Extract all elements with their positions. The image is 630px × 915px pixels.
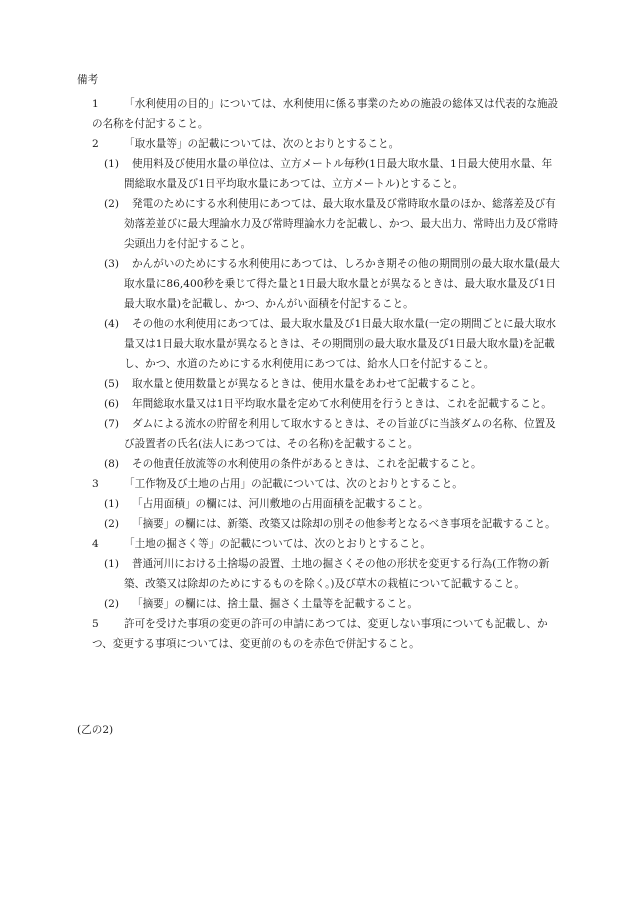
item-text: 許可を受けた事項の変更の許可の申請にあつては、変更しない事項についても記載し、かつ、変更する事項については、変更前のものを赤色で併記すること。 <box>92 618 548 650</box>
item-text: 「占用面積」の欄には、河川敷地の占用面積を記載すること。 <box>132 498 429 510</box>
item-text: その他の水利使用にあつては、最大取水量及び1日最大取水量(一定の期間ごとに最大取水量又は1日最大取水量が異なるときは、その期間別の最大取水量及び1日最大取水量)を記載し、かつ、水道のためにする水利使用にあつては、給水人口を付記すること。 <box>124 318 557 370</box>
item-number: (4) <box>104 318 120 330</box>
note-subitem <box>0 594 630 614</box>
notes-heading: 備考 <box>77 74 99 86</box>
item-text: かんがいのためにする水利使用にあつては、しろかき期その他の期間別の最大取水量(最大取水量に86,400秒を乗じて得た量と1日最大取水量とが異なるときは、最大取水量及び1日最大取水量)を記載し、かつ、かんがい面積を付記すること。 <box>124 258 560 310</box>
note-subitem <box>0 154 630 194</box>
item-number: (1) <box>104 158 120 170</box>
item-number: (5) <box>104 378 120 390</box>
note-subitem <box>0 454 630 474</box>
item-number: (6) <box>104 398 120 410</box>
note-subitem <box>0 374 630 394</box>
item-text: 使用料及び使用水量の単位は、立方メートル毎秒(1日最大取水量、1日最大使用水量、年間総取水量及び1日平均取水量にあつては、立方メートル)とすること。 <box>124 158 553 190</box>
item-text: 「水利使用の目的」については、水利使用に係る事業のための施設の総体又は代表的な施設の名称を付記すること。 <box>92 98 559 130</box>
item-number: (1) <box>104 498 120 510</box>
item-number: (2) <box>104 518 120 530</box>
item-text-block <box>124 154 562 194</box>
note-item <box>0 474 630 494</box>
item-number: 4 <box>92 538 99 550</box>
item-text-block <box>92 534 562 554</box>
item-text: 「取水量等」の記載については、次のとおりとすること。 <box>124 138 400 150</box>
item-text: 「工作物及び土地の占用」の記載については、次のとおりとすること。 <box>124 478 463 490</box>
item-number: (8) <box>104 458 120 470</box>
item-text-block <box>124 594 562 614</box>
note-subitem <box>0 554 630 594</box>
item-text-block <box>124 514 562 534</box>
note-item <box>0 94 630 134</box>
note-item <box>0 534 630 554</box>
note-subitem <box>0 194 630 254</box>
item-number: (3) <box>104 258 120 270</box>
item-text-block <box>92 134 562 154</box>
item-number: 1 <box>92 98 99 110</box>
item-text: 「摘要」の欄には、新築、改築又は除却の別その他参考となるべき事項を記載すること。 <box>132 518 556 530</box>
note-item <box>0 614 630 654</box>
item-number: 5 <box>92 618 99 630</box>
item-text-block <box>124 554 562 594</box>
note-subitem <box>0 494 630 514</box>
note-subitem <box>0 254 630 314</box>
item-text-block <box>92 614 562 654</box>
item-text: ダムによる流水の貯留を利用して取水するときは、その旨並びに当該ダムの名称、位置及び設置者の氏名(法人にあつては、その名称)を記載すること。 <box>124 418 556 450</box>
item-text-block <box>124 254 562 314</box>
note-subitem <box>0 414 630 454</box>
item-text: 普通河川における土捨場の設置、土地の掘さくその他の形状を変更する行為(工作物の新築、改築又は除却のためにするものを除く。)及び草木の栽植について記載すること。 <box>124 558 550 590</box>
item-text-block <box>124 194 562 254</box>
item-number: 3 <box>92 478 99 490</box>
item-text-block <box>92 94 562 134</box>
item-number: (7) <box>104 418 120 430</box>
item-number: (2) <box>104 198 120 210</box>
item-number: (1) <box>104 558 120 570</box>
item-number: (2) <box>104 598 120 610</box>
item-text-block <box>124 414 562 454</box>
item-text: 発電のためにする水利使用にあつては、最大取水量及び常時取水量のほか、総落差及び有効落差並びに最大理論水力及び常時理論水力を記載し、かつ、最大出力、常時出力及び常時尖頭出力を付記すること。 <box>124 198 558 250</box>
item-text-block <box>124 314 562 374</box>
item-text-block <box>124 374 562 394</box>
item-text-block <box>124 394 562 414</box>
item-text-block <box>124 494 562 514</box>
note-subitem <box>0 314 630 374</box>
item-text: 「土地の掘さく等」の記載については、次のとおりとすること。 <box>124 538 432 550</box>
item-text: 「摘要」の欄には、捨土量、掘さく土量等を記載すること。 <box>132 598 419 610</box>
item-number: 2 <box>92 138 99 150</box>
page-identifier: (乙の2) <box>77 724 114 736</box>
note-subitem <box>0 394 630 414</box>
item-text: その他責任放流等の水利使用の条件があるときは、これを記載すること。 <box>132 458 482 470</box>
item-text-block <box>124 454 562 474</box>
notes-list <box>0 94 630 654</box>
note-item <box>0 134 630 154</box>
item-text: 年間総取水量又は1日平均取水量を定めて水利使用を行うときは、これを記載すること。 <box>132 398 552 410</box>
note-subitem <box>0 514 630 534</box>
item-text: 取水量と使用数量とが異なるときは、使用水量をあわせて記載すること。 <box>132 378 482 390</box>
item-text-block <box>92 474 562 494</box>
